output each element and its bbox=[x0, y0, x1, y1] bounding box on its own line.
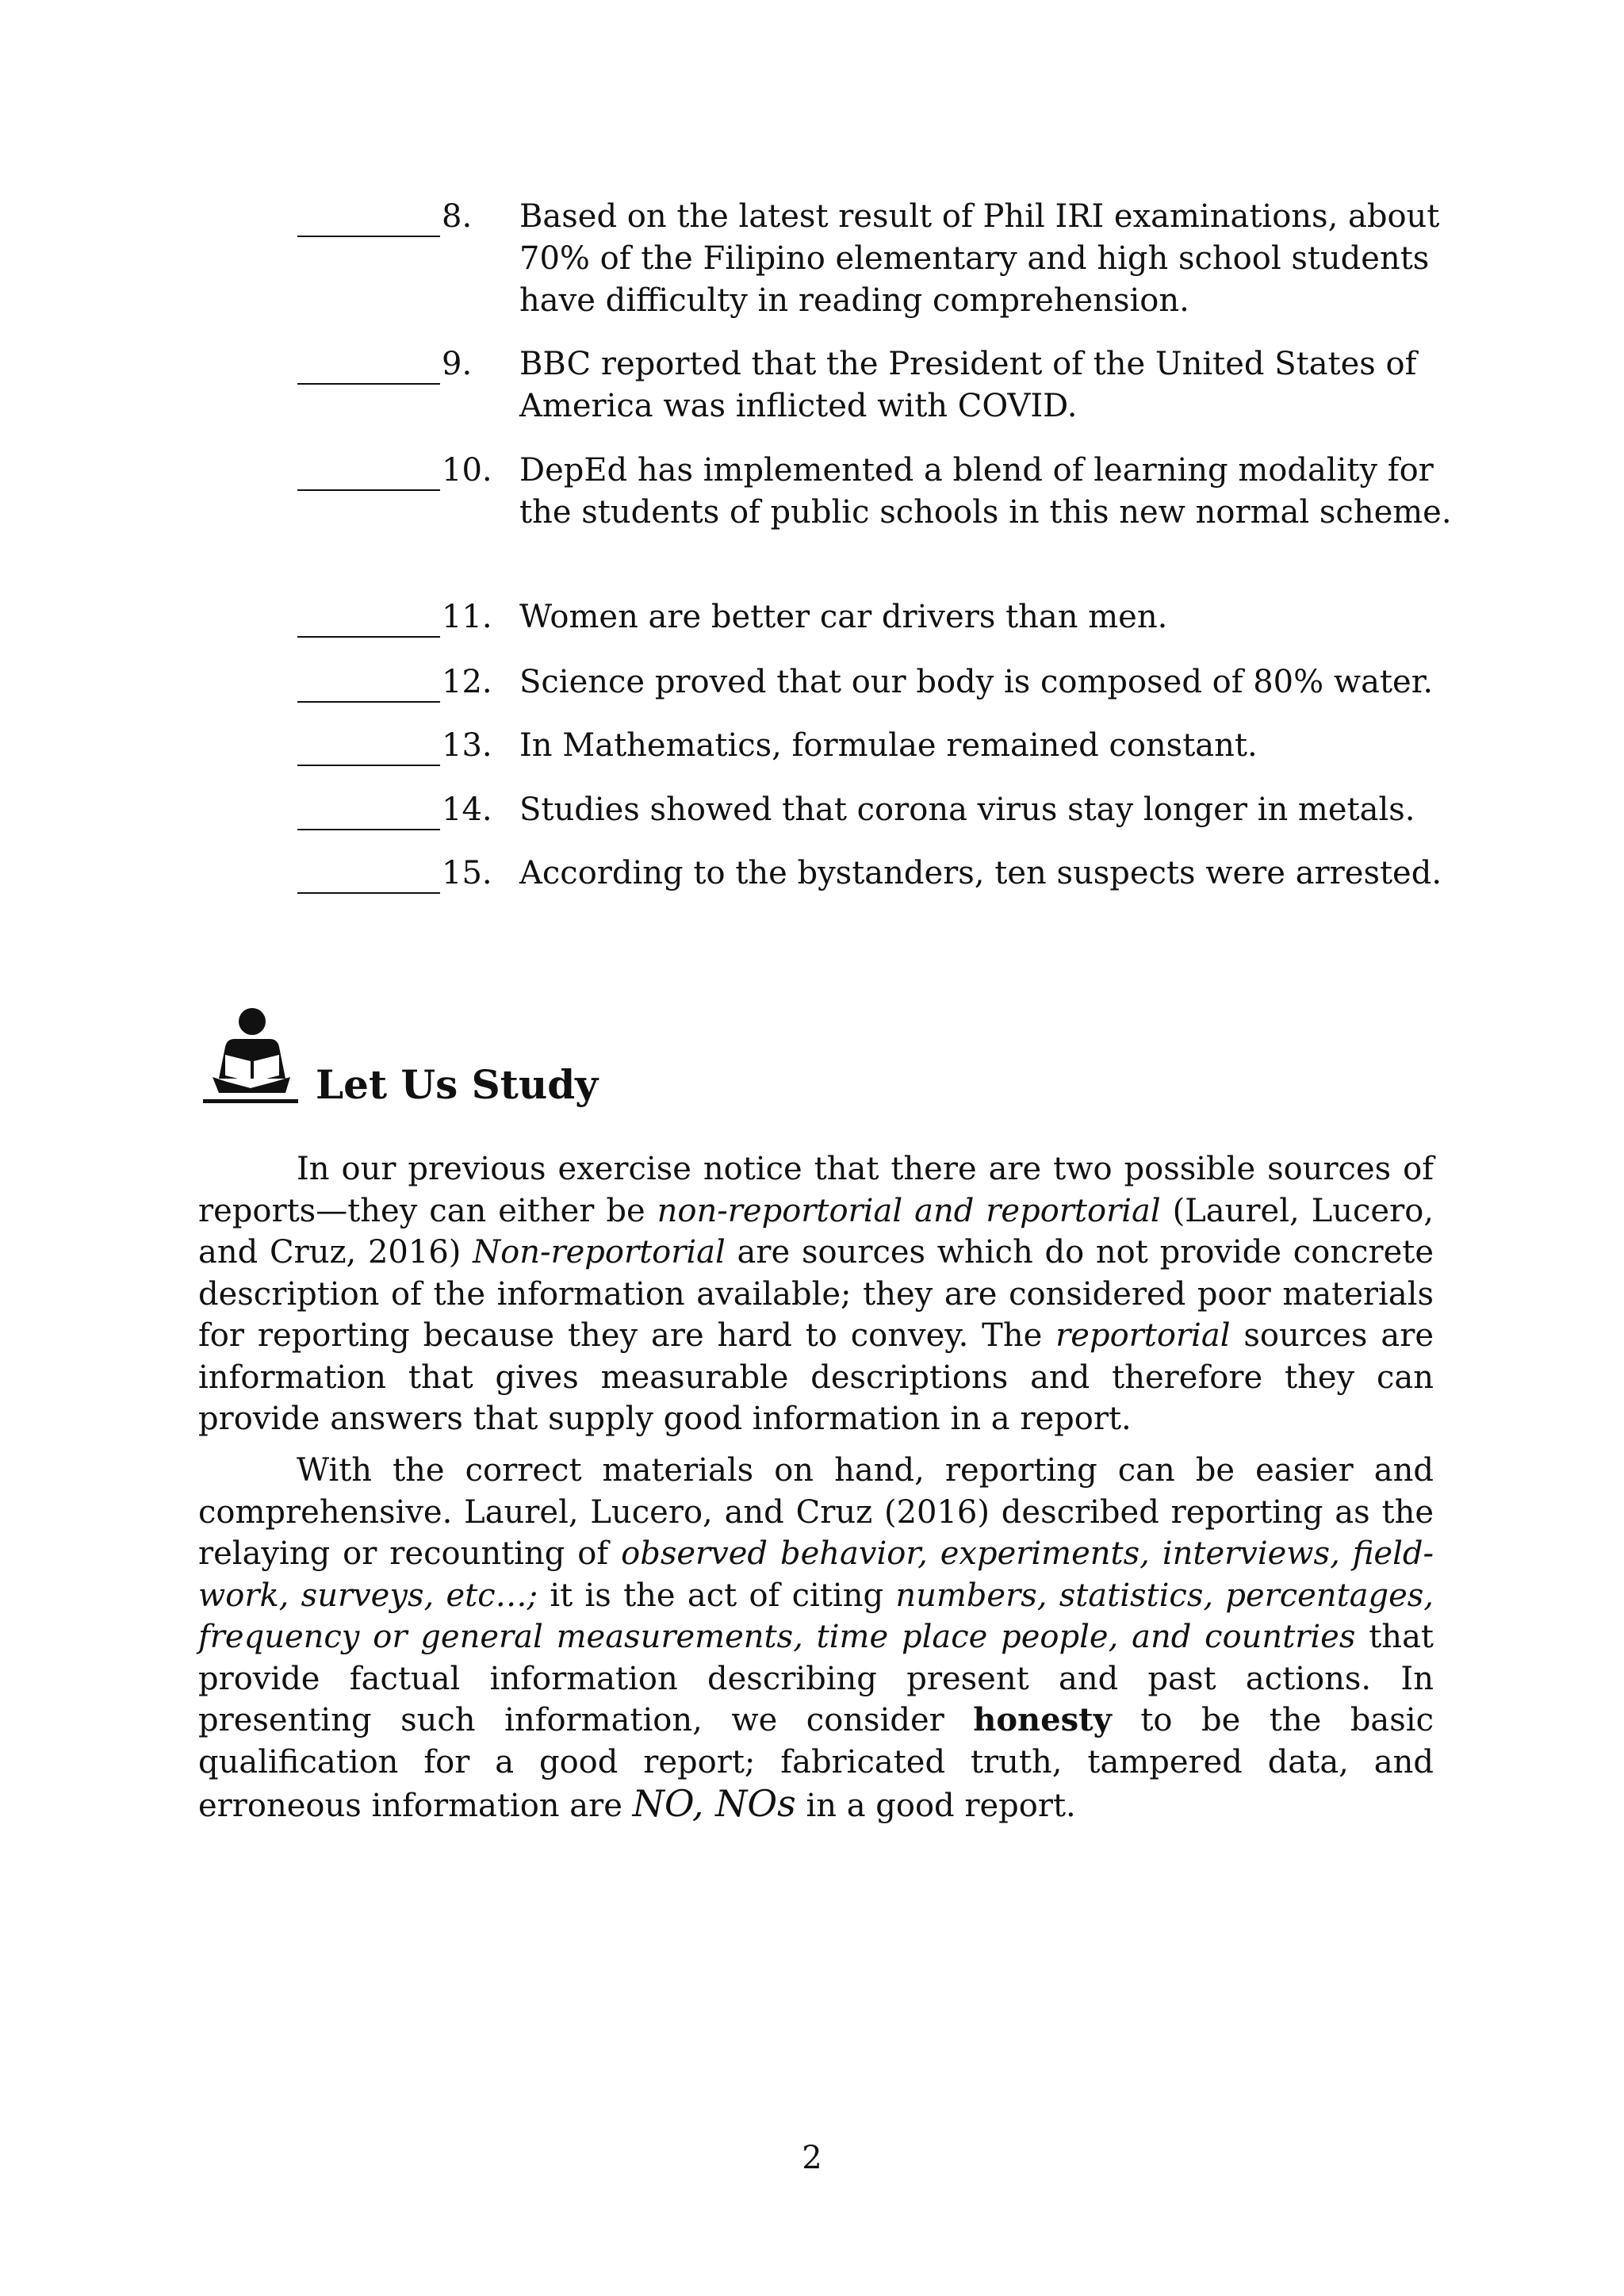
item-number: 15. bbox=[442, 855, 492, 891]
item-text: Women are better car drivers than men. bbox=[519, 599, 1168, 635]
item-text: Based on the latest result of Phil IRI examinations, about 70% of the Filipino elementary and high school students have difficulty in reading comprehension. bbox=[519, 198, 1440, 319]
item-number: 9. bbox=[442, 346, 473, 382]
answer-blank[interactable] bbox=[297, 196, 440, 237]
answer-blank[interactable] bbox=[297, 853, 440, 894]
item-number: 11. bbox=[442, 599, 492, 635]
answer-blank[interactable] bbox=[297, 596, 440, 638]
section-title: Let Us Study bbox=[316, 1061, 599, 1108]
item-text: DepEd has implemented a blend of learning modality for the students of public schools in this new normal scheme. bbox=[519, 452, 1452, 531]
item-text: Studies showed that corona virus stay longer in metals. bbox=[519, 792, 1415, 828]
answer-blank[interactable] bbox=[297, 450, 440, 491]
answer-blank[interactable] bbox=[297, 789, 440, 830]
item-number: 10. bbox=[442, 452, 492, 489]
item-number: 12. bbox=[442, 664, 492, 700]
item-number: 8. bbox=[442, 198, 473, 235]
item-text: BBC reported that the President of the United States of America was inflicted with COVID. bbox=[519, 346, 1417, 424]
item-number: 13. bbox=[442, 727, 492, 764]
paragraph-reporting-sources: In our previous exercise notice that there are two possible sources of reports—they can either be non-reportorial and reportorial (Laurel, Lucero, and Cruz, 2016) Non-reportorial are sources which do not provide concrete description of the information available; they are considered poor materials for reporting because they are hard to convey. The reportorial sources are information that gives measurable descriptions and therefore they can provide answers that supply good information in a report. bbox=[198, 1151, 1434, 1437]
item-text: In Mathematics, formulae remained constant. bbox=[519, 727, 1258, 764]
answer-blank[interactable] bbox=[297, 725, 440, 766]
item-text: Science proved that our body is composed of 80% water. bbox=[519, 664, 1434, 700]
paragraph-reporting-definition: With the correct materials on hand, reporting can be easier and comprehensive. Laurel, Lucero, and Cruz (2016) described reporting as the relaying or recounting of observed behavior, experiments, interviews, field-work, surveys, etc…; it is the act of citing numbers, statistics, percentages, frequency or general measurements, time place people, and countries that provide factual information describing present and past actions. In presenting such information, we consider honesty to be the basic qualification for a good report; fabricated truth, tampered data, and erroneous information are NO, NOs in a good report. bbox=[198, 1452, 1434, 1825]
item-text: According to the bystanders, ten suspects were arrested. bbox=[519, 855, 1442, 891]
item-number: 14. bbox=[442, 792, 492, 828]
page-number: 2 bbox=[802, 2140, 822, 2176]
answer-blank[interactable] bbox=[297, 661, 440, 703]
reading-person-icon bbox=[203, 1006, 298, 1109]
answer-blank[interactable] bbox=[297, 343, 440, 385]
